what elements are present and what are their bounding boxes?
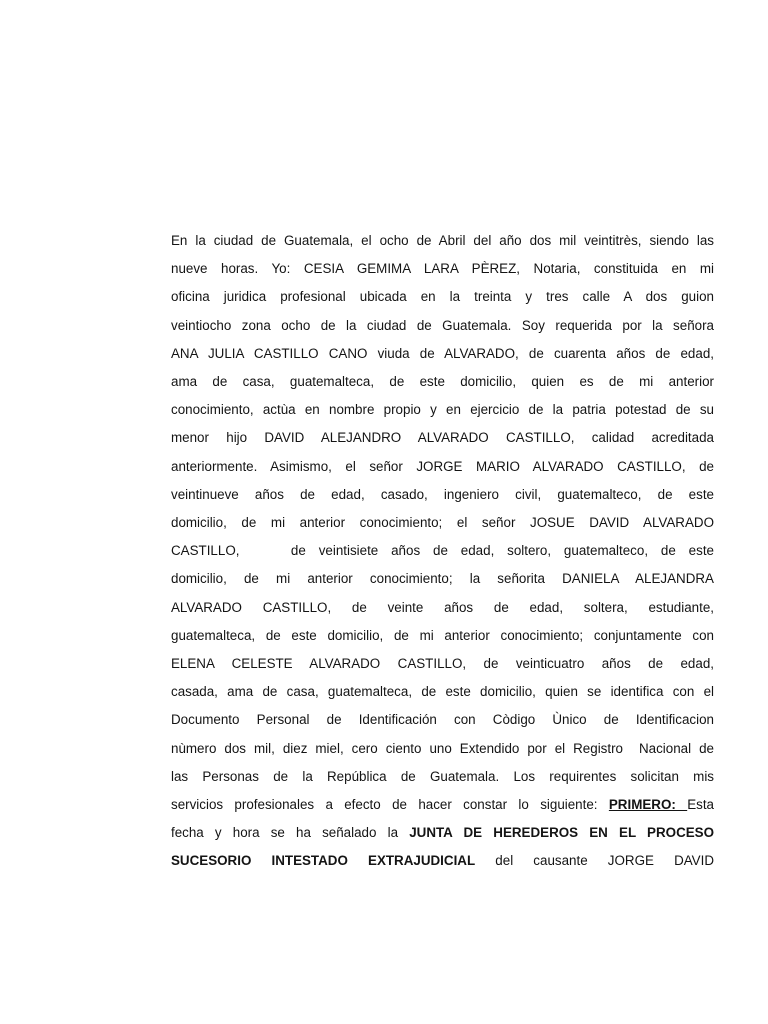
- text-segment: domicilio, de mi anterior conocimiento; el señor JOSUE DAVID ALVARADO: [171, 515, 714, 530]
- emphasized-text: SUCESORIO INTESTADO EXTRAJUDICIAL: [171, 853, 476, 869]
- text-line: [171, 457, 714, 477]
- text-segment: ELENA CELESTE ALVARADO CASTILLO, de veinticuatro años de edad,: [171, 656, 714, 671]
- text-line: [171, 513, 714, 533]
- text-segment: menor hijo DAVID ALEJANDRO ALVARADO CASTILLO, calidad acreditada: [171, 430, 714, 446]
- text-line: [171, 372, 714, 392]
- text-segment: las Personas de la República de Guatemala. Los requirentes solicitan mis: [171, 768, 714, 784]
- text-line: [171, 541, 714, 561]
- text-line: [171, 259, 714, 279]
- text-line: [171, 598, 714, 618]
- text-line: [171, 851, 714, 871]
- text-line: [171, 569, 714, 589]
- text-segment: ALVARADO CASTILLO, de veinte años de edad, soltera, estudiante,: [171, 599, 714, 615]
- text-line: [171, 823, 714, 843]
- text-segment: casada, ama de casa, guatemalteca, de este domicilio, quien se identifica con el: [171, 684, 714, 700]
- text-segment: Esta: [687, 797, 714, 812]
- text-line: [171, 710, 714, 730]
- text-segment: veintinueve años de edad, casado, ingeniero civil, guatemalteco, de este: [171, 486, 714, 502]
- text-line: [171, 287, 714, 307]
- text-line: [171, 626, 714, 646]
- text-segment: del causante JORGE DAVID: [475, 853, 714, 869]
- text-segment: nùmero dos mil, diez miel, cero ciento uno Extendido por el Registro Nacional de: [171, 740, 714, 756]
- text-segment: veintiocho zona ocho de la ciudad de Guatemala. Soy requerida por la señora: [171, 317, 714, 333]
- text-segment: CASTILLO, de veintisiete años de edad, soltero, guatemalteco, de este: [171, 543, 714, 559]
- text-segment: ama de casa, guatemalteca, de este domicilio, quien es de mi anterior: [171, 374, 714, 389]
- text-line: [171, 739, 714, 759]
- text-line: [171, 344, 714, 364]
- text-line: [171, 682, 714, 702]
- text-segment: nueve horas. Yo: CESIA GEMIMA LARA PÈREZ, Notaria, constituida en mi: [171, 261, 714, 277]
- text-segment: fecha y hora se ha señalado la: [171, 825, 410, 841]
- emphasized-text: JUNTA DE HEREDEROS EN EL PROCESO: [409, 825, 715, 841]
- text-line: [171, 400, 714, 420]
- text-line: [171, 231, 714, 251]
- text-segment: conocimiento, actùa en nombre propio y en ejercicio de la patria potestad de su: [171, 402, 714, 418]
- text-line: [171, 485, 714, 505]
- text-line: [171, 428, 714, 448]
- text-line: [171, 767, 714, 787]
- text-line: [171, 654, 714, 674]
- text-segment: En la ciudad de Guatemala, el ocho de Abril del año dos mil veintitrès, siendo las: [171, 233, 714, 248]
- text-segment: servicios profesionales a efecto de hacer constar lo siguiente:: [171, 797, 609, 812]
- text-segment: anteriormente. Asimismo, el señor JORGE MARIO ALVARADO CASTILLO, de: [171, 458, 714, 474]
- text-line: [171, 795, 714, 815]
- text-line: [171, 316, 714, 336]
- text-segment: Documento Personal de Identificación con Còdigo Ùnico de Identificacion: [171, 712, 714, 728]
- text-segment: guatemalteca, de este domicilio, de mi anterior conocimiento; conjuntamente con: [171, 627, 714, 643]
- text-segment: domicilio, de mi anterior conocimiento; la señorita DANIELA ALEJANDRA: [171, 571, 714, 587]
- emphasized-text: PRIMERO:: [608, 797, 688, 812]
- text-segment: ANA JULIA CASTILLO CANO viuda de ALVARADO, de cuarenta años de edad,: [171, 345, 714, 361]
- text-segment: oficina juridica profesional ubicada en la treinta y tres calle A dos guion: [171, 289, 714, 305]
